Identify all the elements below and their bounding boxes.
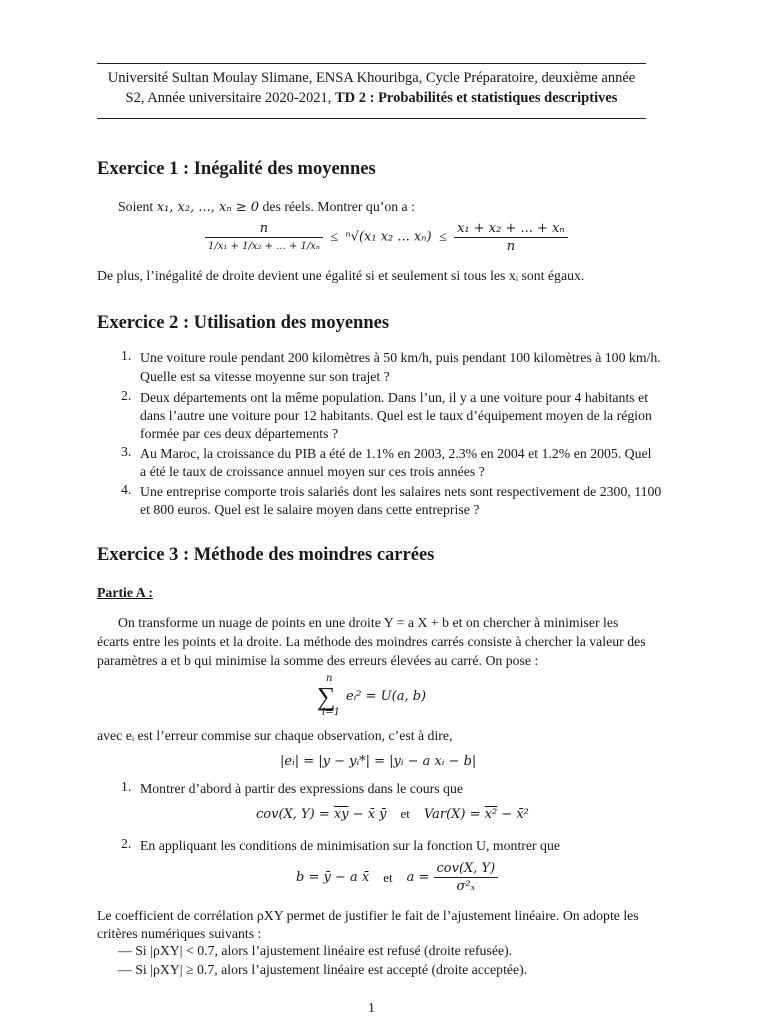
ex3-para-line-2: écarts entre les points et la droite. La méthode des moindres carrés consiste à chercher la valeur des: [97, 634, 646, 649]
q2-number: 2.: [121, 836, 132, 851]
correlation-line-1: Le coefficient de corrélation ρXY permet de justifier le fait de l’ajustement linéaire. On adopte les: [97, 908, 639, 923]
ex1-title: Exercice 1 : Inégalité des moyennes: [97, 159, 376, 179]
criterion-refused: — Si |ρXY| < 0.7, alors l’ajustement linéaire est refusé (droite refusée).: [118, 943, 513, 958]
document-page: Université Sultan Moulay Slimane, ENSA Khouribga, Cycle Préparatoire, deuxième année S2, Année universitaire 2020-2021, TD 2 : Probabilités et statistiques descriptives Exercice 1 : Inégalité des moyennes Soient x₁, x₂, ..., xₙ ≥ 0 des réels. Montrer qu’on a : $\frac{n}{\text{1/x₁ + 1/x₂ + ... + 1/xₙ}}$ ≤ ⁿ√(x₁ x₂ ... xₙ) ≤ $\frac{\text{x₁ + x₂ + ... + xₙ}}{n}$ De plus, l’inégalité de droite devient une égalité si et seulement si tous les xᵢ sont égaux. Exercice 2 : Utilisation des moyennes 1. Une voiture roule pendant 200 kilomètres à 50 km/h, puis pendant 100 kilomètres à 100 km/h. Quelle est sa vitesse moyenne sur son trajet ? 2. Deux départements ont la même population. Dans l’un, il y a une voiture pour 4 habitants et dans l’autre une voiture pour 12 habitants. Quel est le taux d’équipement moyen de la région formée par ces deux départements ? 3. Au Maroc, la croissance du PIB a été de 1.1% en 2003, 2.3% en 2004 et 1.2% en 2005. Quel a été le taux de croissance annuel moyen sur ces trois années ? 4. Une entreprise comporte trois salariés dont les salaires nets sont respectivement de 2300, 1100 et 800 euros. Quel est le salaire moyen dans cette entreprise ? Exercice 3 : Méthode des moindres carrées Partie A : On transforme un nuage de points en une droite Y = a X + b et on chercher à minimiser les écarts entre les points et la droite. La méthode des moindres carrés consiste à chercher la valeur des paramètres a et b qui minimise la somme des erreurs élevées au carré. On pose : n ∑ i=1 eᵢ² = U(a, b) avec eᵢ est l’erreur commise sur chaque observation, c’est à dire, |eᵢ| = |y − yᵢ*| = |yᵢ − a xᵢ − b| 1. Montrer d’abord à partir des expressions dans le cours que cov(X, $Y) = \overline{xy}$ − x̄ ȳ et Var(X) = x² − x̄² 2. En appliquant les conditions de minimisation sur la fonction U, montrer que b = ȳ − a x̄ et a = $\frac{\text{cov(X, Y)}}{\text{σ²ₓ}}$ Le coefficient de corrélation ρXY permet de justifier le fait de l’ajustement linéaire. On adopte les critères numériques suivants : — Si |ρXY| < 0.7, alors l’ajustement linéaire est refusé (droite refusée). — Si |ρXY| ≥ 0.7, alors l’ajustement linéaire est accepté (droite acceptée). 1: [0, 0, 768, 1024]
ex1-note: De plus, l’inégalité de droite devient une égalité si et seulement si tous les xᵢ sont égaux.: [97, 268, 585, 283]
header-line-2: S2, Année universitaire 2020-2021, TD 2 : Probabilités et statistiques descriptives: [125, 90, 618, 106]
ex3-para-line-1: On transforme un nuage de points en une droite Y = a X + b et on chercher à minimiser les: [118, 615, 619, 630]
ex3-para-line-3: paramètres a et b qui minimise la somme des erreurs élevées au carré. On pose :: [97, 653, 539, 668]
header-rule-top: [97, 63, 646, 64]
header-rule-bottom: [97, 118, 646, 119]
ex3-avec: avec eᵢ est l’erreur commise sur chaque observation, c’est à dire,: [97, 728, 453, 743]
q2-text: En appliquant les conditions de minimisation sur la fonction U, montrer que: [140, 838, 560, 853]
q1-number: 1.: [121, 779, 132, 794]
criterion-accepted: — Si |ρXY| ≥ 0.7, alors l’ajustement linéaire est accepté (droite acceptée).: [118, 962, 528, 977]
part-a-heading: Partie A :: [97, 585, 153, 600]
ex2-title: Exercice 2 : Utilisation des moyennes: [97, 313, 390, 333]
cov-var-equation: cov(X, $Y) = \overline{xy}$ − x̄ ȳ et Var(X) = x² − x̄²: [256, 806, 529, 822]
ex1-inequality: $\frac{n}{\text{1/x₁ + 1/x₂ + ... + 1/xₙ}}$ ≤ ⁿ√(x₁ x₂ ... xₙ) ≤ $\frac{\text{x₁ + x₂ + ... + xₙ}}{n}$: [205, 220, 568, 255]
arithmetic-mean: $\frac{\text{x₁ + x₂ + ... + xₙ}}{n}$: [454, 220, 568, 255]
harmonic-mean: $\frac{n}{\text{1/x₁ + 1/x₂ + ... + 1/xₙ}}$: [205, 220, 323, 255]
geometric-mean: ⁿ√(x₁ x₂ ... xₙ): [345, 229, 432, 245]
error-equation: |eᵢ| = |y − yᵢ*| = |yᵢ − a xᵢ − b|: [280, 754, 477, 769]
ex3-title: Exercice 3 : Méthode des moindres carrées: [97, 545, 435, 565]
header-line-1: Université Sultan Moulay Slimane, ENSA Khouribga, Cycle Préparatoire, deuxième année: [107, 70, 636, 86]
a-b-equation: b = ȳ − a x̄ et a = $\frac{\text{cov(X, Y)}}{\text{σ²ₓ}}$: [296, 860, 498, 895]
page-header: [97, 68, 646, 108]
correlation-line-2: critères numériques suivants :: [97, 926, 262, 941]
ex1-intro: Soient x₁, x₂, ..., xₙ ≥ 0 des réels. Montrer qu’on a :: [118, 199, 415, 215]
page-number: 1: [368, 1000, 375, 1015]
q1-text: Montrer d’abord à partir des expressions dans le cours que: [140, 781, 463, 796]
